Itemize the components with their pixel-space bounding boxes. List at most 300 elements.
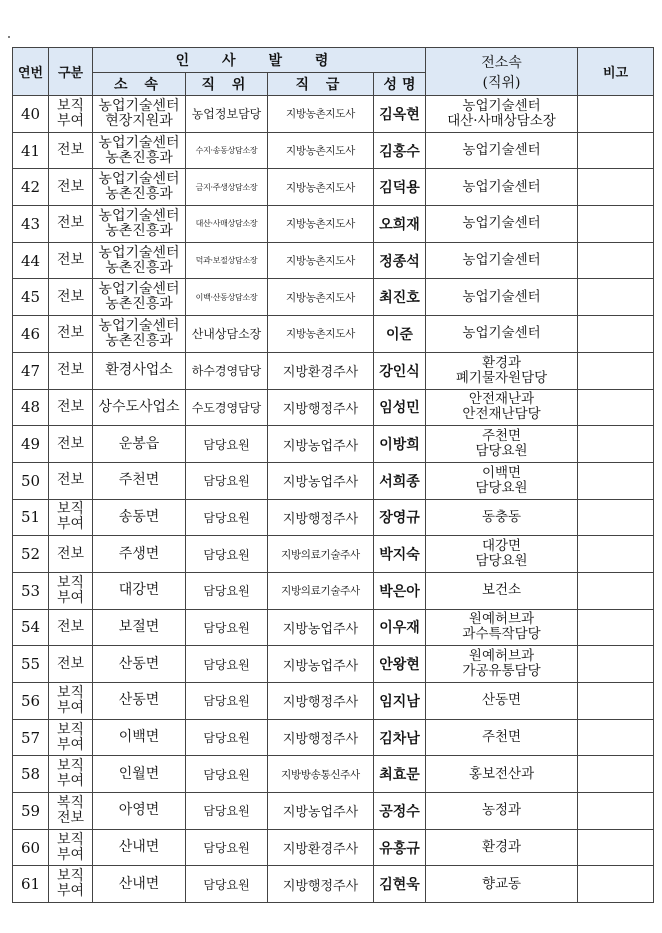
- category-cell-line1: 전보: [56, 142, 85, 159]
- name-cell: 이준: [374, 316, 426, 353]
- category-cell: [49, 683, 93, 720]
- dept-cell: [93, 426, 186, 463]
- name-cell: 임성민: [374, 389, 426, 426]
- serial-cell: 48: [13, 389, 49, 426]
- table-row: [13, 426, 654, 463]
- position-cell: 이백·산동상담소장: [186, 279, 268, 316]
- category-cell: [49, 536, 93, 573]
- category-cell-line1: 전보: [56, 435, 85, 452]
- table-row: [13, 866, 654, 903]
- dept-cell-line1: 송동면: [118, 508, 160, 525]
- position-cell: 담당요원: [186, 793, 268, 830]
- category-cell-line1: 전보: [56, 362, 85, 379]
- note-cell: [578, 866, 654, 903]
- previous-dept-cell-line1: 원예허브과: [468, 648, 535, 665]
- dept-cell-line1: 농업기술센터: [98, 317, 180, 334]
- previous-dept-cell-line1: 향교동: [481, 875, 522, 892]
- category-cell-line2: 부여: [56, 883, 85, 900]
- previous-dept-cell-line1: 원예허브과: [468, 611, 535, 628]
- table-row: [13, 389, 654, 426]
- previous-dept-cell: [426, 352, 578, 389]
- dept-cell: [93, 242, 186, 279]
- note-cell: [578, 829, 654, 866]
- category-cell-line1: 전보: [56, 618, 85, 635]
- dept-cell: [93, 279, 186, 316]
- note-cell: [578, 96, 654, 133]
- header-note: 비고: [578, 48, 654, 96]
- previous-dept-cell-line1: 주천면: [481, 729, 522, 746]
- previous-dept-cell: [426, 572, 578, 609]
- dept-cell: [93, 316, 186, 353]
- dept-cell-line2: 농촌진흥과: [105, 296, 173, 313]
- previous-dept-cell: [426, 756, 578, 793]
- category-cell: [49, 462, 93, 499]
- note-cell: [578, 462, 654, 499]
- previous-dept-cell-line1: 농정과: [481, 802, 522, 819]
- dept-cell: [93, 536, 186, 573]
- note-cell: [578, 206, 654, 243]
- serial-cell: 50: [13, 462, 49, 499]
- header-dept: 소 속: [93, 73, 186, 96]
- previous-dept-cell: [426, 683, 578, 720]
- note-cell: [578, 352, 654, 389]
- category-cell: [49, 609, 93, 646]
- category-cell-line2: 부여: [56, 516, 85, 533]
- dept-cell: [93, 683, 186, 720]
- note-cell: [578, 756, 654, 793]
- name-cell: 박지숙: [374, 536, 426, 573]
- rank-cell: 지방농업주사: [268, 793, 374, 830]
- note-cell: [578, 426, 654, 463]
- table-row: [13, 572, 654, 609]
- dept-cell-line1: 농업기술센터: [98, 97, 180, 114]
- category-cell-line1: 보직: [56, 868, 85, 885]
- dept-cell: [93, 646, 186, 683]
- serial-cell: 52: [13, 536, 49, 573]
- previous-dept-cell-line2: 폐기물자원담당: [455, 369, 548, 386]
- header-previous-dept-line2: (직위): [482, 74, 521, 91]
- previous-dept-cell: [426, 646, 578, 683]
- position-cell: 담당요원: [186, 756, 268, 793]
- previous-dept-cell-line2: 담당요원: [475, 443, 528, 460]
- rank-cell: 지방환경주사: [268, 352, 374, 389]
- category-cell-line2: 부여: [56, 846, 85, 863]
- category-cell-line1: 보직: [56, 684, 85, 701]
- serial-cell: 51: [13, 499, 49, 536]
- previous-dept-cell-line2: 담당요원: [475, 479, 528, 496]
- position-cell: 농업정보담당: [186, 96, 268, 133]
- dept-cell-line2: 농촌진흥과: [105, 222, 173, 239]
- previous-dept-cell-line2: 과수특작담당: [462, 626, 541, 643]
- position-cell: 수도경영담당: [186, 389, 268, 426]
- dept-cell-line1: 이백면: [118, 729, 160, 746]
- dept-cell-line1: 농업기술센터: [98, 207, 180, 224]
- header-name: 성 명: [374, 73, 426, 96]
- dept-cell: [93, 206, 186, 243]
- name-cell: 유홍규: [374, 829, 426, 866]
- previous-dept-cell: [426, 389, 578, 426]
- dept-cell-line1: 농업기술센터: [98, 134, 180, 151]
- rank-cell: 지방농촌지도사: [268, 169, 374, 206]
- serial-cell: 61: [13, 866, 49, 903]
- dept-cell-line1: 산내면: [118, 875, 160, 892]
- rank-cell: 지방의료기술주사: [268, 572, 374, 609]
- name-cell: 김차남: [374, 719, 426, 756]
- category-cell: [49, 426, 93, 463]
- previous-dept-cell: [426, 719, 578, 756]
- previous-dept-cell-line1: 환경과: [481, 839, 522, 856]
- table-row: [13, 793, 654, 830]
- dept-cell-line1: 산동면: [118, 692, 160, 709]
- personnel-roster-table: [12, 47, 654, 903]
- previous-dept-cell: [426, 206, 578, 243]
- rank-cell: 지방농촌지도사: [268, 132, 374, 169]
- previous-dept-cell-line1: 동충동: [481, 508, 522, 525]
- table-row: [13, 279, 654, 316]
- note-cell: [578, 316, 654, 353]
- serial-cell: 60: [13, 829, 49, 866]
- dept-cell: [93, 462, 186, 499]
- category-cell-line1: 복직: [56, 794, 85, 811]
- dept-cell-line1: 농업기술센터: [98, 244, 180, 261]
- category-cell-line2: 부여: [56, 736, 85, 753]
- previous-dept-cell: [426, 279, 578, 316]
- note-cell: [578, 169, 654, 206]
- previous-dept-cell: [426, 96, 578, 133]
- table-body: [13, 96, 654, 903]
- category-cell: [49, 499, 93, 536]
- previous-dept-cell-line2: 담당요원: [475, 553, 528, 570]
- dept-cell: [93, 96, 186, 133]
- table-row: [13, 206, 654, 243]
- previous-dept-cell-line1: 안전재난과: [468, 391, 535, 408]
- table-row: [13, 609, 654, 646]
- previous-dept-cell-line1: 농업기술센터: [462, 142, 541, 159]
- name-cell: 장영규: [374, 499, 426, 536]
- rank-cell: 지방행정주사: [268, 499, 374, 536]
- name-cell: 서희종: [374, 462, 426, 499]
- position-cell: 담당요원: [186, 646, 268, 683]
- rank-cell: 지방행정주사: [268, 683, 374, 720]
- previous-dept-cell: [426, 499, 578, 536]
- dept-cell-line2: 현장지원과: [105, 112, 173, 129]
- note-cell: [578, 683, 654, 720]
- category-cell-line1: 보직: [56, 721, 85, 738]
- previous-dept-cell-line1: 환경과: [481, 354, 522, 371]
- header-position: 직 위: [186, 73, 268, 96]
- dept-cell-line2: 농촌진흥과: [105, 259, 173, 276]
- position-cell: 하수경영담당: [186, 352, 268, 389]
- dept-cell-line1: 산동면: [118, 655, 160, 672]
- dept-cell: [93, 756, 186, 793]
- position-cell: 담당요원: [186, 536, 268, 573]
- table-row: [13, 242, 654, 279]
- header-serial: 연번: [13, 48, 49, 96]
- note-cell: [578, 389, 654, 426]
- header-previous-dept-line1: 전소속: [481, 54, 522, 71]
- category-cell: [49, 793, 93, 830]
- dept-cell: [93, 829, 186, 866]
- name-cell: 임지남: [374, 683, 426, 720]
- name-cell: 이우재: [374, 609, 426, 646]
- name-cell: 이방희: [374, 426, 426, 463]
- previous-dept-cell: [426, 316, 578, 353]
- name-cell: 김옥현: [374, 96, 426, 133]
- dept-cell-line1: 농업기술센터: [98, 281, 180, 298]
- serial-cell: 45: [13, 279, 49, 316]
- serial-cell: 47: [13, 352, 49, 389]
- name-cell: 공정수: [374, 793, 426, 830]
- dept-cell-line1: 인월면: [118, 765, 160, 782]
- rank-cell: 지방농업주사: [268, 609, 374, 646]
- name-cell: 김덕용: [374, 169, 426, 206]
- category-cell: [49, 829, 93, 866]
- dept-cell: [93, 866, 186, 903]
- previous-dept-cell-line1: 이백면: [481, 464, 522, 481]
- category-cell: [49, 866, 93, 903]
- table-row: [13, 462, 654, 499]
- table-row: [13, 316, 654, 353]
- rank-cell: 지방의료기술주사: [268, 536, 374, 573]
- position-cell: 담당요원: [186, 572, 268, 609]
- serial-cell: 57: [13, 719, 49, 756]
- previous-dept-cell-line1: 보건소: [481, 582, 522, 599]
- note-cell: [578, 242, 654, 279]
- previous-dept-cell-line1: 농업기술센터: [462, 288, 541, 305]
- table-row: [13, 646, 654, 683]
- dept-cell: [93, 719, 186, 756]
- category-cell-line2: 전보: [56, 809, 85, 826]
- dept-cell: [93, 132, 186, 169]
- position-cell: 수지·송동상담소장: [186, 132, 268, 169]
- previous-dept-cell-line2: 가공유통담당: [462, 663, 541, 680]
- position-cell: 담당요원: [186, 426, 268, 463]
- position-cell: 대산·사매상담소장: [186, 206, 268, 243]
- note-cell: [578, 609, 654, 646]
- category-cell: [49, 206, 93, 243]
- dept-cell: [93, 609, 186, 646]
- dept-cell-line1: 환경사업소: [105, 362, 173, 379]
- position-cell: 담당요원: [186, 829, 268, 866]
- name-cell: 안왕현: [374, 646, 426, 683]
- category-cell-line1: 보직: [56, 574, 85, 591]
- rank-cell: 지방행정주사: [268, 719, 374, 756]
- rank-cell: 지방농촌지도사: [268, 316, 374, 353]
- previous-dept-cell: [426, 536, 578, 573]
- previous-dept-cell-line1: 농업기술센터: [462, 178, 541, 195]
- note-cell: [578, 132, 654, 169]
- table-row: [13, 829, 654, 866]
- dept-cell-line1: 주생면: [118, 545, 160, 562]
- previous-dept-cell: [426, 169, 578, 206]
- previous-dept-cell: [426, 132, 578, 169]
- previous-dept-cell: [426, 242, 578, 279]
- note-cell: [578, 793, 654, 830]
- name-cell: 김현욱: [374, 866, 426, 903]
- previous-dept-cell-line1: 농업기술센터: [462, 252, 541, 269]
- table-row: [13, 683, 654, 720]
- name-cell: 박은아: [374, 572, 426, 609]
- previous-dept-cell-line1: 주천면: [481, 428, 522, 445]
- position-cell: 담당요원: [186, 866, 268, 903]
- table-row: [13, 352, 654, 389]
- name-cell: 김홍수: [374, 132, 426, 169]
- serial-cell: 58: [13, 756, 49, 793]
- rank-cell: 지방농촌지도사: [268, 96, 374, 133]
- previous-dept-cell: [426, 462, 578, 499]
- rank-cell: 지방환경주사: [268, 829, 374, 866]
- position-cell: 담당요원: [186, 499, 268, 536]
- category-cell-line1: 전보: [56, 472, 85, 489]
- table-row: [13, 756, 654, 793]
- name-cell: 강인식: [374, 352, 426, 389]
- category-cell-line1: 보직: [56, 97, 85, 114]
- name-cell: 오희재: [374, 206, 426, 243]
- header-category: 구분: [49, 48, 93, 96]
- header-issuance: 인 사 발 령: [93, 48, 426, 73]
- note-cell: [578, 499, 654, 536]
- category-cell-line1: 전보: [56, 545, 85, 562]
- note-cell: [578, 572, 654, 609]
- serial-cell: 42: [13, 169, 49, 206]
- previous-dept-cell: [426, 866, 578, 903]
- category-cell-line1: 전보: [56, 215, 85, 232]
- serial-cell: 53: [13, 572, 49, 609]
- dept-cell: [93, 499, 186, 536]
- previous-dept-cell-line1: 농업기술센터: [462, 97, 541, 114]
- note-cell: [578, 719, 654, 756]
- dept-cell-line1: 주천면: [118, 472, 160, 489]
- category-cell: [49, 352, 93, 389]
- dept-cell-line2: 농촌진흥과: [105, 332, 173, 349]
- category-cell-line1: 전보: [56, 398, 85, 415]
- previous-dept-cell-line2: 안전재난담당: [462, 406, 541, 423]
- table-row: [13, 719, 654, 756]
- dept-cell: [93, 169, 186, 206]
- serial-cell: 56: [13, 683, 49, 720]
- rank-cell: 지방농촌지도사: [268, 242, 374, 279]
- category-cell-line1: 보직: [56, 758, 85, 775]
- rank-cell: 지방농업주사: [268, 462, 374, 499]
- serial-cell: 59: [13, 793, 49, 830]
- dept-cell: [93, 389, 186, 426]
- dept-cell-line1: 산내면: [118, 839, 160, 856]
- position-cell: 담당요원: [186, 462, 268, 499]
- dept-cell-line1: 농업기술센터: [98, 171, 180, 188]
- dept-cell: [93, 793, 186, 830]
- serial-cell: 44: [13, 242, 49, 279]
- previous-dept-cell-line1: 산동면: [481, 692, 522, 709]
- position-cell: 금지·주생상담소장: [186, 169, 268, 206]
- category-cell-line1: 보직: [56, 831, 85, 848]
- category-cell-line2: 부여: [56, 589, 85, 606]
- category-cell: [49, 719, 93, 756]
- name-cell: 최효문: [374, 756, 426, 793]
- category-cell-line2: 부여: [56, 773, 85, 790]
- previous-dept-cell-line1: 농업기술센터: [462, 215, 541, 232]
- category-cell-line2: 부여: [56, 699, 85, 716]
- category-cell: [49, 646, 93, 683]
- rank-cell: 지방방송통신주사: [268, 756, 374, 793]
- category-cell: [49, 756, 93, 793]
- position-cell: 담당요원: [186, 609, 268, 646]
- serial-cell: 41: [13, 132, 49, 169]
- category-cell: [49, 242, 93, 279]
- position-cell: 담당요원: [186, 683, 268, 720]
- rank-cell: 지방행정주사: [268, 389, 374, 426]
- serial-cell: 55: [13, 646, 49, 683]
- previous-dept-cell-line1: 대강면: [481, 538, 522, 555]
- serial-cell: 43: [13, 206, 49, 243]
- category-cell-line1: 전보: [56, 252, 85, 269]
- rank-cell: 지방농촌지도사: [268, 279, 374, 316]
- table-row: [13, 499, 654, 536]
- category-cell: [49, 572, 93, 609]
- category-cell-line2: 부여: [56, 112, 85, 129]
- table-row: [13, 96, 654, 133]
- category-cell: [49, 389, 93, 426]
- previous-dept-cell: [426, 829, 578, 866]
- previous-dept-cell-line1: 농업기술센터: [462, 325, 541, 342]
- table-row: [13, 169, 654, 206]
- previous-dept-cell: [426, 426, 578, 463]
- serial-cell: 46: [13, 316, 49, 353]
- position-cell: 덕과·보절상담소장: [186, 242, 268, 279]
- table-header: [13, 48, 654, 96]
- note-cell: [578, 536, 654, 573]
- serial-cell: 49: [13, 426, 49, 463]
- table-row: [13, 132, 654, 169]
- dept-cell-line1: 보절면: [118, 618, 160, 635]
- category-cell-line1: 전보: [56, 655, 85, 672]
- category-cell-line1: 전보: [56, 288, 85, 305]
- category-cell-line1: 전보: [56, 325, 85, 342]
- dept-cell: [93, 352, 186, 389]
- previous-dept-cell-line2: 대산·사매상담소장: [447, 112, 556, 129]
- previous-dept-cell: [426, 793, 578, 830]
- category-cell: [49, 279, 93, 316]
- previous-dept-cell-line1: 홍보전산과: [468, 765, 535, 782]
- category-cell: [49, 316, 93, 353]
- dept-cell-line1: 대강면: [118, 582, 160, 599]
- scan-dot: [8, 36, 10, 38]
- position-cell: 담당요원: [186, 719, 268, 756]
- serial-cell: 54: [13, 609, 49, 646]
- name-cell: 정종석: [374, 242, 426, 279]
- rank-cell: 지방농업주사: [268, 426, 374, 463]
- table-row: [13, 536, 654, 573]
- dept-cell-line2: 농촌진흥과: [105, 149, 173, 166]
- dept-cell-line1: 운봉읍: [118, 435, 160, 452]
- dept-cell-line2: 농촌진흥과: [105, 186, 173, 203]
- category-cell-line1: 전보: [56, 178, 85, 195]
- category-cell: [49, 169, 93, 206]
- category-cell: [49, 132, 93, 169]
- note-cell: [578, 646, 654, 683]
- dept-cell-line1: 아영면: [118, 802, 160, 819]
- header-rank: 직 급: [268, 73, 374, 96]
- name-cell: 최진호: [374, 279, 426, 316]
- previous-dept-cell: [426, 609, 578, 646]
- dept-cell: [93, 572, 186, 609]
- rank-cell: 지방농업주사: [268, 646, 374, 683]
- header-previous-dept: [426, 48, 578, 96]
- rank-cell: 지방행정주사: [268, 866, 374, 903]
- serial-cell: 40: [13, 96, 49, 133]
- category-cell-line1: 보직: [56, 501, 85, 518]
- category-cell: [49, 96, 93, 133]
- dept-cell-line1: 상수도사업소: [98, 398, 180, 415]
